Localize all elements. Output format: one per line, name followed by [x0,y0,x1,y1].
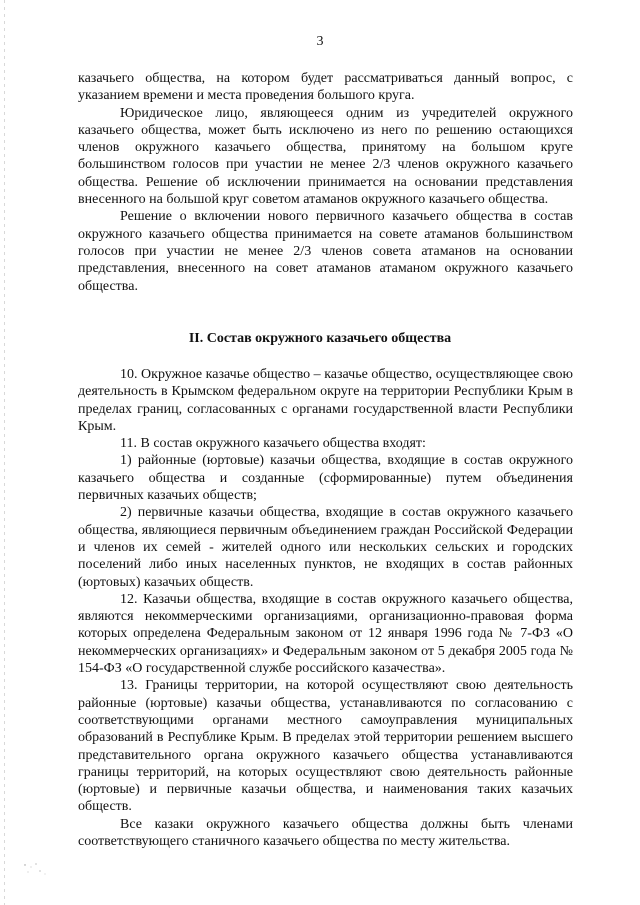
page-number: 3 [316,34,324,49]
paragraph: 13. Границы территории, на которой осуществляют свою деятельность районные (юртовые) казачьи общества, устанавливаются по согласованию с соответствующими органами местного самоуправления муниципальных образований в Республике Крым. В пределах этой территории решением высшего представительного органа окружного казачьего общества устанавливаются границы территорий, на которых осуществляют свою деятельность районные (юртовые) и первичные казачьи общества, и наименования таких казачьих обществ. [78,678,573,815]
scan-edge-mark [4,0,5,905]
paragraph: Решение о включении нового первичного казачьего общества в состав окружного казачьего общества принимается на совете атаманов большинством голосов при участии не менее 2/3 членов совета атаманов на основании представления, внесенного на совет атаманов атаманом окружного казачьего общества. [78,209,573,294]
section-text-block [78,366,573,850]
paragraph: казачьего общества, на котором будет рассматриваться данный вопрос, с указанием времени и места проведения большого круга. [78,71,573,104]
list-item: 2) первичные казачьи общества, входящие в состав окружного казачьего общества, являющиеся первичным объединением граждан Российской Федерации и членов их семей - жителей одного или нескольких сельских и городских поселений либо иных населенных пунктов, не входящих в состав районных (юртовых) казачьих обществ. [78,505,573,590]
paragraph: 10. Окружное казачье общество – казачье общество, осуществляющее свою деятельность в Крымском федеральном округе на территории Республики Крым в пределах границ, согласованных с органами государственной власти Республики Крым. [78,367,573,434]
paragraph: Юридическое лицо, являющееся одним из учредителей окружного казачьего общества, может быть исключено из него по решению остающихся членов окружного казачьего общества, принятому на большом круге большинством голосов при участии не менее 2/3 членов окружного казачьего общества. Решение об исключении принимается на основании представления внесенного на большой круг советом атаманов окружного казачьего общества. [78,105,573,208]
paragraph: Все казаки окружного казачьего общества должны быть членами соответствующего станичного казачьего общества по месту жительства. [78,816,573,850]
paragraph: 11. В состав окружного казачьего общества входят: [120,436,426,452]
scan-specks-mark [22,862,48,876]
paragraph: 12. Казачьи общества, входящие в состав окружного казачьего общества, являются некоммерческими организациями, организационно-правовая форма которых определена Федеральным законом от 12 января 1996 года № 7-ФЗ «О некоммерческих организациях» и Федеральным законом от 5 декабря 2005 года № 154-ФЗ «О государственной службе российского казачества». [78,591,573,677]
section-heading: II. Состав окружного казачьего общества [188,331,452,346]
list-item: 1) районные (юртовые) казачьи общества, входящие в состав окружного казачьего общества и созданные (сформированные) путем объединения первичных казачьих обществ; [78,453,573,504]
top-text-block [78,70,573,295]
